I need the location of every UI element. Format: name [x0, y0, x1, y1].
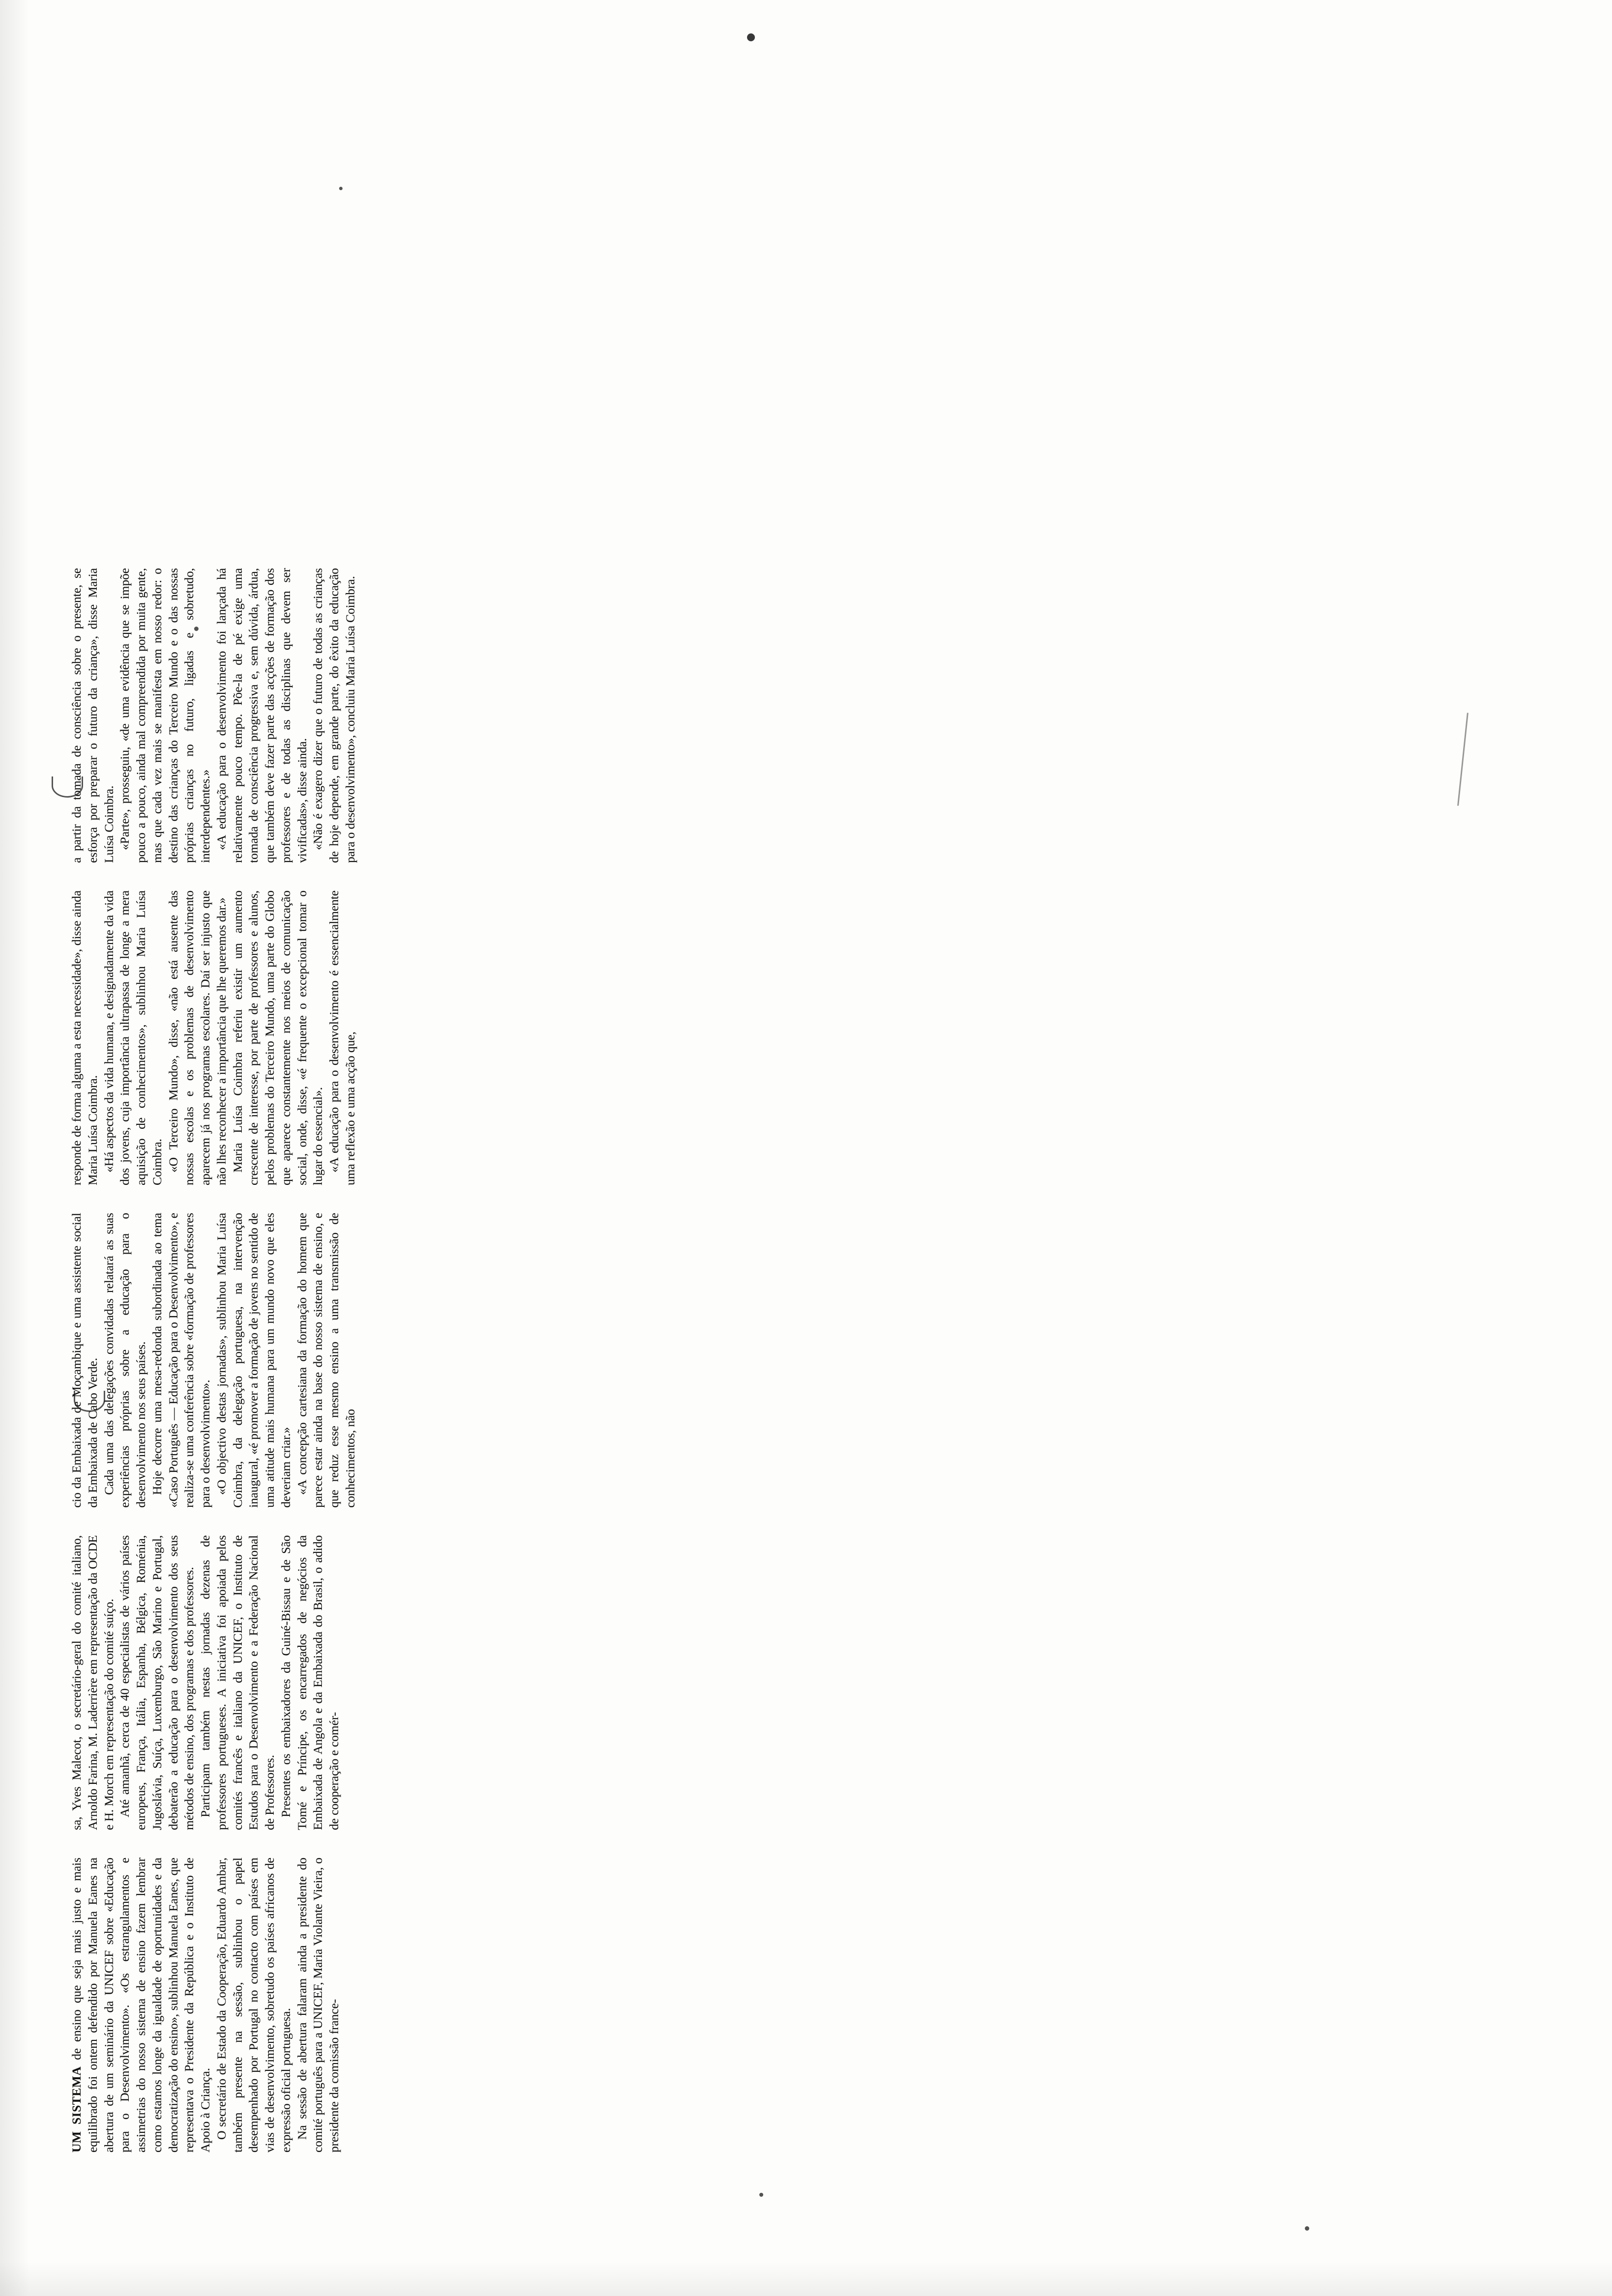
paragraph: «Parte», prosseguiu, «de uma evidência que se impõe pouco a pouco, ainda mal compreendida por muita gente, mas que cada vez mais se manifesta em nosso redor: o destino das crianças do Terceiro Mundo e o das nossas próprias crianças no futuro, ligadas e sobretudo, interdependentes.» [117, 568, 213, 863]
paragraph: «O objectivo destas jornadas», sublinhou Maria Luísa Coimbra, da delegação portuguesa, na intervenção inaugural, «é promover a formação de jovens no sentido de uma atitude mais humana para um mundo novo que eles deveriam criar.» [214, 1213, 293, 1508]
article-clipping [69, 305, 1327, 2152]
ink-speck [759, 2193, 763, 2197]
article-column-3 [69, 1213, 1327, 1508]
paragraph: a partir da tomada de consciência sobre o presente, se esforça por preparar o futuro da criança», disse Maria Luísa Coimbra. [69, 568, 116, 863]
scan-hairline [1457, 713, 1468, 805]
article-column-2 [69, 1535, 1327, 1830]
lead-in-text: UM SISTEMA [69, 2066, 84, 2152]
scan-edge-shadow-bottom [0, 2262, 1612, 2296]
article-column-4 [69, 890, 1327, 1185]
paragraph: Maria Luísa Coimbra referiu existir um aumento crescente de interesse, por parte de professores e alunos, pelos problemas do Terceiro Mundo, uma parte do Globo que aparece constantemente nos meios de comunicação social, onde, disse, «é frequente o excepcional tomar o lugar do essencial». [230, 890, 325, 1185]
paragraph: responde de forma alguma a esta necessidade», disse ainda Maria Luísa Coimbra. [69, 890, 100, 1185]
paragraph: Cada uma das delegações convidadas relatará as suas experiências próprias sobre a educação para o desenvolvimento nos seus países. [101, 1213, 148, 1508]
paragraph: «O Terceiro Mundo», disse, «não está ausente das nossas escolas e os problemas de desenvolvimento aparecem já nos programas escolares. Daí ser injusto que não lhes reconhecer a importância que lhe queremos dar.» [166, 890, 229, 1185]
ink-speck [339, 187, 343, 190]
paragraph: Até amanhã, cerca de 40 especialistas de vários países europeus, França, Itália, Espanha, Bélgica, Roménia, Jugoslávia, Suíça, Luxemburgo, São Marino e Portugal, debaterão a educação para o desenvolvimento dos seus métodos de ensino, dos programas e dos professores. [117, 1535, 197, 1830]
paragraph: «A educação para o desenvolvimento foi lançada há relativamente pouco tempo. Põe-la de pé exige uma tomada de consciência progressiva e, sem dúvida, árdua, que também deve fazer parte das acções de formação dos professores e de todas as disciplinas que devem ser vivificadas», disse ainda. [214, 568, 309, 863]
paragraph: Participam também nestas jornadas dezenas de professores portugueses. A iniciativa foi apoiada pelos comités francês e italiano da UNICEF, o Instituto de Estudos para o Desenvolvimento e a Federação Nacional de Professores. [198, 1535, 277, 1830]
paragraph: «Não é exagero dizer que o futuro de todas as crianças de hoje depende, em grande parte, do êxito da educação para o desenvolvimento», concluiu Maria Luísa Coimbra. [311, 568, 358, 863]
paragraph: Hoje decorre uma mesa-redonda subordinada ao tema «Caso Português — Educação para o Desenvolvimento», e realiza-se uma conferência sobre «formação de professores para o desenvolvimento». [149, 1213, 213, 1508]
paragraph: «A concepção cartesiana da formação do homem que parece estar ainda na base do nosso sistema de ensino, e que reduz esse mesmo ensino a uma transmissão de conhecimentos, não [294, 1213, 358, 1508]
paragraph: O secretário de Estado da Cooperação, Eduardo Ambar, também presente na sessão, sublinhou o papel desempenhado por Portugal no contacto com países em vias de desenvolvimento, sobretudo os países africanos de expressão oficial portuguesa. [214, 1858, 293, 2152]
paragraph: cio da Embaixada de Moçambique e uma assistente social da Embaixada de Cabo Verde. [69, 1213, 100, 1508]
paragraph: Na sessão de abertura falaram ainda a presidente do comité português para a UNICEF, Maria Violante Vieira, o presidente da comissão france- [294, 1858, 342, 2152]
paragraph: «A educação para o desenvolvimento é essencialmente uma reflexão e uma acção que, [327, 890, 358, 1185]
paragraph: sa, Yves Malecot, o secretário-geral do comité italiano, Arnoldo Farina, M. Laderrière em representação da OCDE e H. Morch em representação do comité suíço. [69, 1535, 116, 1830]
article-columns [69, 305, 1327, 2152]
paragraph: Presentes os embaixadores da Guiné-Bissau e de São Tomé e Príncipe, os encarregados de negócios da Embaixada de Angola e da Embaixada do Brasil, o adido de cooperação e comér- [278, 1535, 342, 1830]
ink-speck [747, 33, 755, 41]
paragraph [69, 1858, 214, 2152]
paragraph-text: de ensino que seja mais justo e mais equilibrado foi ontem defendido por Manuela Eanes na abertura de um seminário da UNICEF sobre «Educação para o Desenvolvimento». «Os estrangulamentos e assimetrias do nosso sistema de ensino fazem lembrar como estamos longe da igualdade de oportunidades e da democratização do ensino», sublinhou Manuela Eanes, que representava o Presidente da República e o Instituto de Apoio à Criança. [69, 1858, 213, 2152]
ink-speck [1305, 2226, 1309, 2231]
scan-edge-shadow-left [0, 0, 29, 2296]
article-column-1 [69, 1858, 1327, 2152]
paragraph: «Há aspectos da vida humana, e designadamente da vida dos jovens, cuja importância ultrapassa de longe a mera aquisição de conhecimentos», sublinhou Maria Luísa Coimbra. [101, 890, 164, 1185]
article-column-5 [69, 568, 1327, 863]
